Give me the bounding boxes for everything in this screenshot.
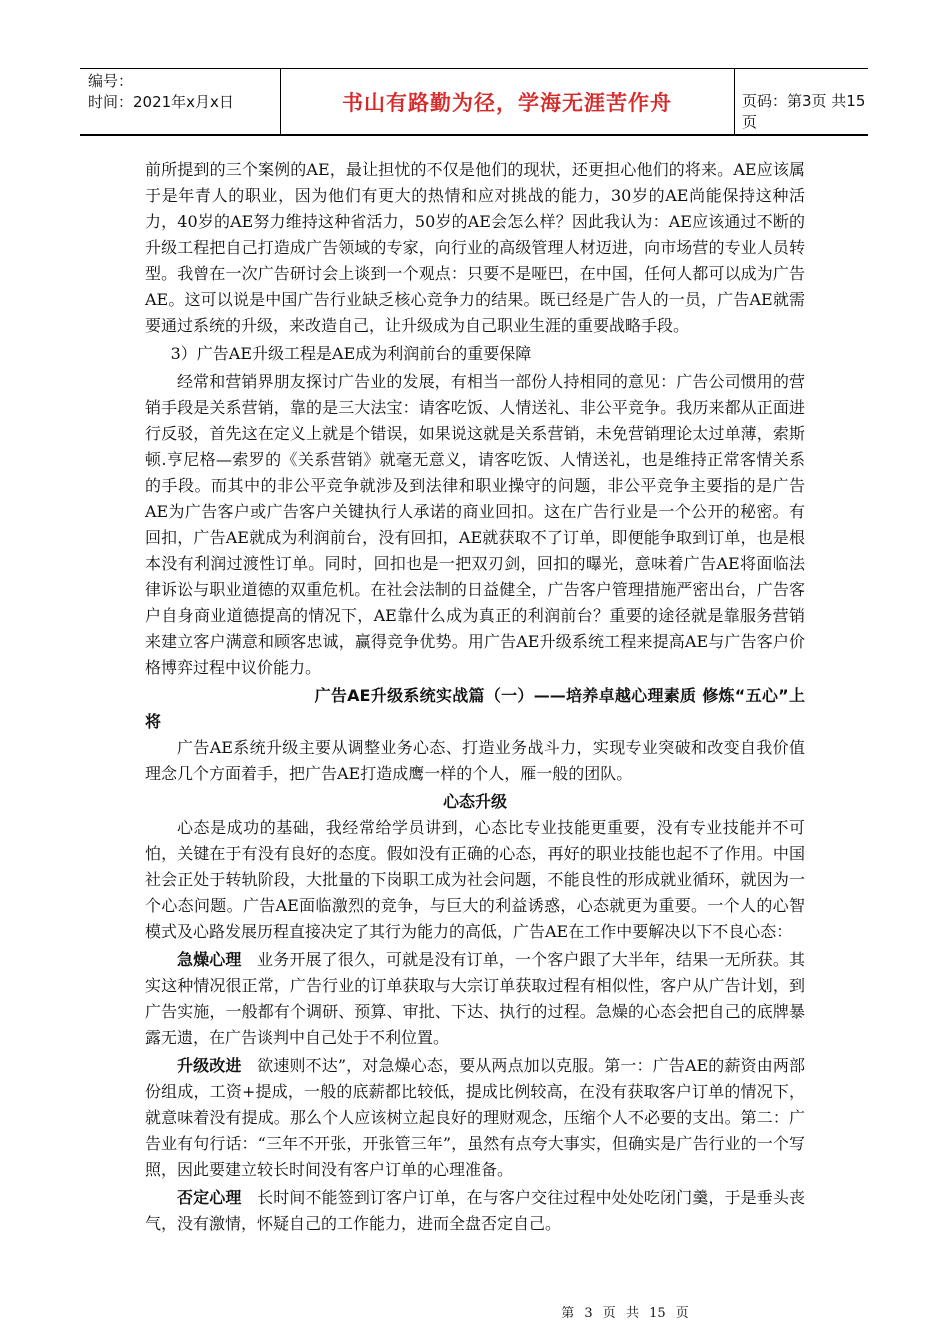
page-number <box>558 1302 692 1321</box>
document-body <box>145 157 805 1237</box>
header-motto: 书山有路勤为径，学海无涯苦作舟 <box>342 91 672 115</box>
keyword-denial: 否定心理 <box>177 1188 242 1207</box>
header-meta <box>88 71 234 113</box>
paragraph-1: 前所提到的三个案例的AE，最让担忧的不仅是他们的现状，还更担心他们的将来。AE应该属于是年青人的职业，因为他们有更大的热情和应对挑战的能力，30岁的AE尚能保持这种活力，40岁的AE努力维持这种省活力，50岁的AE会怎么样？因此我认为：AE应该通过不断的升级工程把自己打造成广告领域的专家，向行业的高级管理人材迈进，向市场营的专业人员转型。我曾在一次广告研讨会上谈到一个观点：只要不是哑巴，在中国，任何人都可以成为广告AE。这可以说是中国广告行业缺乏核心竞争力的结果。既已经是广告人的一员，广告AE就需要通过系统的升级，来改造自己，让升级成为自己职业生涯的重要战略手段。 <box>145 160 805 335</box>
section-title: 广告AE升级系统实战篇（一）——培养卓越心理素质 修炼“五心”上将 <box>145 686 805 731</box>
paragraph-upgrade <box>145 1053 805 1183</box>
page-footer <box>0 1302 950 1321</box>
paragraph-4: 心态是成功的基础，我经常给学员讲到，心态比专业技能更重要，没有专业技能并不可怕，关键在于有没有良好的态度。假如没有正确的心态，再好的职业技能也起不了作用。中国社会正处于转轨阶段，大批量的下岗职工成为社会问题，不能良性的形成就业循环，就因为一个心态问题。广告AE面临激烈的竞争，与巨大的利益诱惑，心态就更为重要。一个人的心智模式及心路发展历程直接决定了其行为能力的高低，广告AE在工作中要解决以下不良心态： <box>145 818 805 941</box>
footer-total: 15 <box>649 1306 666 1321</box>
document-header <box>80 68 868 136</box>
subsection-title: 心态升级 <box>442 792 507 811</box>
footer-ye-2: 页 <box>675 1306 689 1321</box>
time-label: 时间：2021年x月x日 <box>88 93 234 111</box>
paragraph-2: 经常和营销界朋友探讨广告业的发展，有相当一部份人持相同的意见：广告公司惯用的营销手段是关系营销，靠的是三大法宝：请客吃饭、人情送礼、非公平竞争。我历来都从正面进行反驳，首先这在定义上就是个错误，如果说这就是关系营销，未免营销理论太过单薄，索斯顿.亨尼格—索罗的《关系营销》就毫无意义，请客吃饭、人情送礼，也是维持正常客情关系的手段。而其中的非公平竞争就涉及到法律和职业操守的问题，非公平竞争主要指的是广告AE为广告客户或广告客户关键执行人承诺的商业回扣。这在广告行业是一个公开的秘密。有回扣，广告AE就成为利润前台，没有回扣，AE就获取不了订单，即便能争取到订单，也是根本没有利润过渡性订单。同时，回扣也是一把双刃剑，回扣的曝光，意味着广告AE将面临法律诉讼与职业道德的双重危机。在社会法制的日益健全，广告客户管理措施严密出台，广告客户自身商业道德提高的情况下，AE靠什么成为真正的利润前台？重要的途径就是靠服务营销来建立客户满意和顾客忠诚，赢得竞争优势。用广告AE升级系统工程来提高AE与广告客户价格博弈过程中议价能力。 <box>145 372 805 677</box>
impatience-text: 业务开展了很久，可就是没有订单，一个客户跟了大半年，结果一无所获。其实这种情况很正常，广告行业的订单获取与大宗订单获取过程有相似性，客户从广告计划，到广告实施，一般都有个调研、预算、审批、下达、执行的过程。急燥的心态会把自己的底牌暴露无遗，在广告谈判中自己处于不利位置。 <box>145 950 805 1047</box>
upgrade-text: 欲速则不达”，对急燥心态，要从两点加以克服。第一：广告AE的薪资由两部份组成，工资+提成，一般的底薪都比较低，提成比例较高，在没有获取客户订单的情况下，就意味着没有提成。那么个人应该树立起良好的理财观念，压缩个人不必要的支出。第二：广告业有句行话：“三年不开张，开张管三年”，虽然有点夸大事实，但确实是广告行业的一个写照，因此要建立较长时间没有客户订单的心理准备。 <box>145 1056 805 1179</box>
keyword-impatience: 急燥心理 <box>177 950 242 969</box>
footer-di: 第 <box>561 1306 575 1321</box>
keyword-upgrade: 升级改进 <box>177 1056 242 1075</box>
paragraph-3: 广告AE系统升级主要从调整业务心态、打造业务战斗力，实现专业突破和改变自我价值理念几个方面着手，把广告AE打造成鹰一样的个人，雁一般的团队。 <box>145 738 805 783</box>
paragraph-denial <box>145 1185 805 1237</box>
footer-ye: 页 <box>602 1306 616 1321</box>
header-page-info: 页码：第3页 共15页 <box>742 92 866 131</box>
footer-gong: 共 <box>625 1306 639 1321</box>
paragraph-impatience <box>145 947 805 1051</box>
number-label: 编号： <box>88 72 134 90</box>
footer-page: 3 <box>584 1306 593 1321</box>
section-heading-3: 3）广告AE升级工程是AE成为利润前台的重要保障 <box>170 344 532 363</box>
header-divider-right <box>734 68 735 136</box>
denial-text: 长时间不能签到订客户订单，在与客户交往过程中处处吃闭门羹，于是垂头丧气，没有激情，怀疑自己的工作能力，进而全盘否定自己。 <box>145 1188 805 1233</box>
